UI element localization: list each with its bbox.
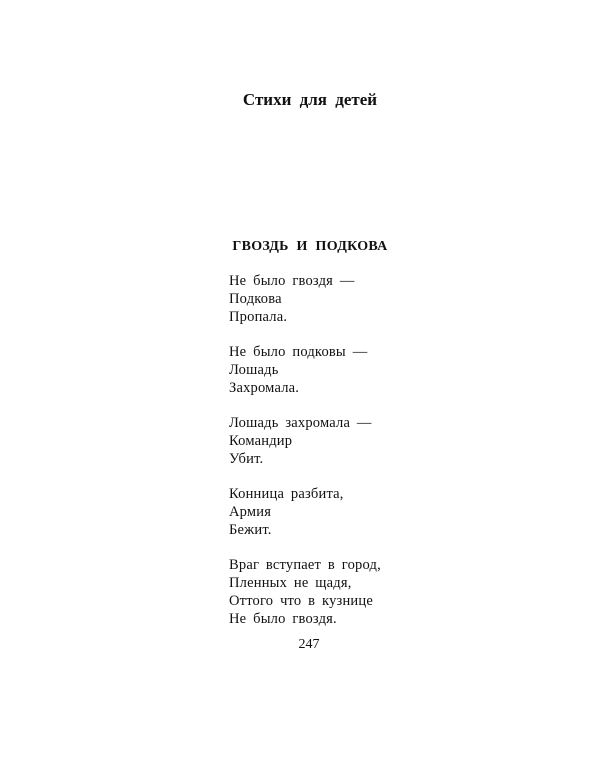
poem-line: Пропала. xyxy=(229,309,288,325)
poem-line: Не было гвоздя. xyxy=(229,611,337,627)
poem-line: Командир xyxy=(229,433,293,449)
poem-line: Лошадь захромала — xyxy=(229,415,372,431)
poem-title: ГВОЗДЬ И ПОДКОВА xyxy=(232,239,388,254)
stanza-1 xyxy=(229,272,569,326)
stanza-3 xyxy=(229,414,569,468)
stanza-5 xyxy=(229,556,569,628)
poem-line: Подкова xyxy=(229,291,282,307)
poem-line: Конница разбита, xyxy=(229,486,344,502)
page-number: 247 xyxy=(298,637,320,652)
poem-line: Захромала. xyxy=(229,380,300,396)
poem-line: Убит. xyxy=(229,451,264,467)
poem-line: Оттого что в кузнице xyxy=(229,593,373,609)
stanza-4 xyxy=(229,485,569,539)
poem-line: Бежит. xyxy=(229,522,272,538)
poem-line: Не было гвоздя — xyxy=(229,273,355,289)
poem-line: Армия xyxy=(229,504,272,520)
stanza-2 xyxy=(229,343,569,397)
poem-line: Враг вступает в город, xyxy=(229,557,381,573)
poem-body xyxy=(229,272,569,645)
poem-line: Не было подковы — xyxy=(229,344,368,360)
poem-line: Пленных не щадя, xyxy=(229,575,352,591)
section-title: Стихи для детей xyxy=(242,90,378,109)
poem-line: Лошадь xyxy=(229,362,279,378)
